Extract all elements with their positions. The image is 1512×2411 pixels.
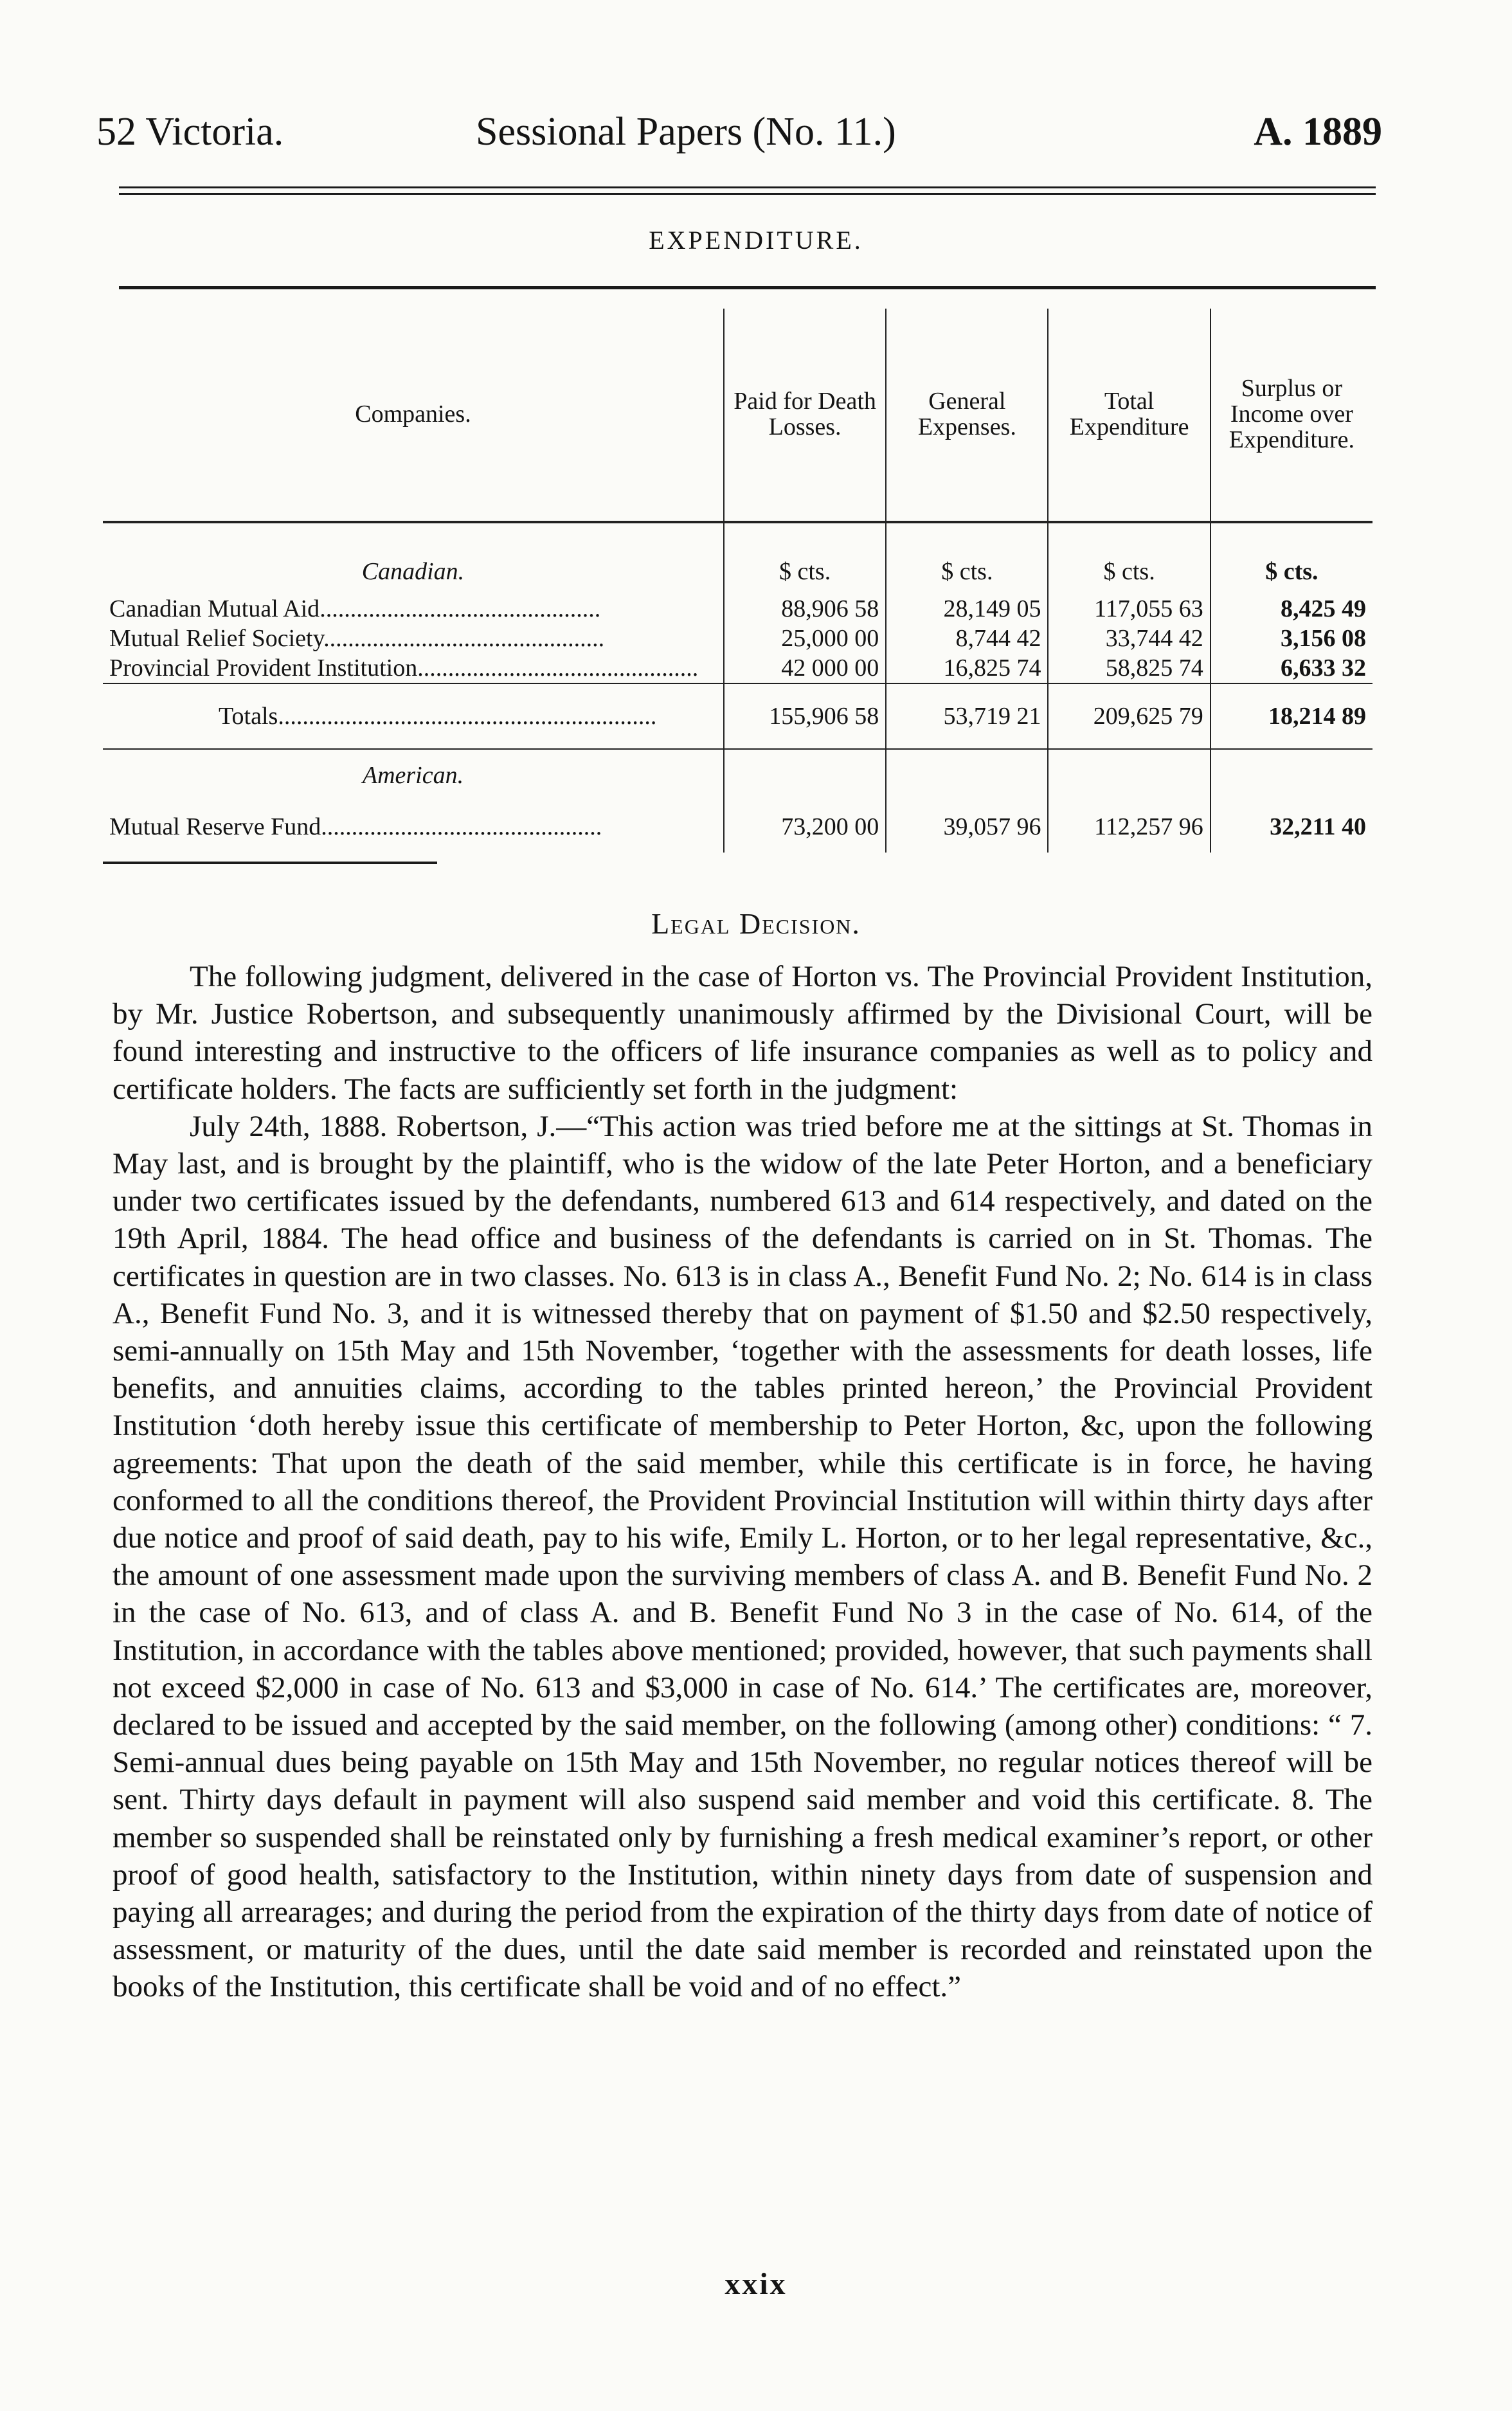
table-row: [103, 801, 1372, 853]
unit-label: $ cts.: [1048, 549, 1210, 594]
col-header-general-expenses: General Expenses.: [886, 309, 1048, 522]
col-header-companies: Companies.: [355, 401, 471, 428]
legal-decision-title: Legal Decision.: [651, 907, 861, 940]
totals-row: [103, 683, 1372, 749]
table-header-row: [103, 309, 1372, 522]
total-total-expenditure: 209,625 79: [1048, 683, 1210, 749]
expenditure-table: [103, 309, 1372, 853]
unit-label: $ cts.: [886, 549, 1048, 594]
judgment-text: [113, 958, 1372, 2006]
cell-general-expenses: 16,825 74: [886, 653, 1048, 683]
col-header-surplus: Surplus or Income over Expenditure.: [1210, 309, 1372, 522]
cell-total-expenditure: 58,825 74: [1048, 653, 1210, 683]
unit-label: $ cts.: [724, 549, 886, 594]
totals-label: Totals..............................................................: [103, 683, 724, 749]
total-surplus: 18,214 89: [1210, 683, 1372, 749]
cell-general-expenses: 39,057 96: [886, 801, 1048, 853]
total-general-expenses: 53,719 21: [886, 683, 1048, 749]
header-title: Sessional Papers (No. 11.): [476, 110, 896, 154]
company-name: Mutual Relief Society..............................................: [109, 625, 605, 652]
running-header: [96, 96, 1382, 167]
cell-surplus: 3,156 08: [1210, 624, 1372, 653]
total-death-losses: 155,906 58: [724, 683, 886, 749]
table-row: [103, 653, 1372, 683]
cell-death-losses: 42 000 00: [724, 653, 886, 683]
cell-general-expenses: 8,744 42: [886, 624, 1048, 653]
col-header-total-expenditure: Total Expenditure: [1048, 309, 1210, 522]
cell-surplus: 32,211 40: [1210, 801, 1372, 853]
cell-total-expenditure: 33,744 42: [1048, 624, 1210, 653]
header-volume: 52 Victoria.: [96, 110, 284, 154]
company-name: Canadian Mutual Aid..............................................: [109, 595, 601, 622]
paragraph: The following judgment, delivered in the case of Horton vs. The Provincial Provident Institution, by Mr. Justice Robertson, and subsequently unanimously affirmed by the Divisional Court, will be found interesting and instructive to the officers of life insurance companies as well as to policy and certificate holders. The facts are sufficiently set forth in the judgment:: [113, 960, 1372, 1106]
table-row: [103, 624, 1372, 653]
header-year: A. 1889: [1254, 110, 1382, 154]
table-rule-bottom: [103, 862, 437, 864]
cell-total-expenditure: 117,055 63: [1048, 594, 1210, 624]
page-number: xxix: [724, 2267, 788, 2301]
col-header-death-losses: Paid for Death Losses.: [724, 309, 886, 522]
table-row: [103, 594, 1372, 624]
cell-total-expenditure: 112,257 96: [1048, 801, 1210, 853]
expenditure-title: EXPENDITURE.: [649, 226, 863, 255]
section-row-american: [103, 749, 1372, 801]
table-units-row: [103, 549, 1372, 594]
table-rule-top: [119, 286, 1376, 289]
cell-general-expenses: 28,149 05: [886, 594, 1048, 624]
header-rule-bottom: [119, 193, 1376, 195]
section-label-canadian: Canadian.: [361, 558, 465, 585]
company-name: Provincial Provident Institution..............................................: [109, 655, 699, 682]
cell-death-losses: 25,000 00: [724, 624, 886, 653]
cell-death-losses: 88,906 58: [724, 594, 886, 624]
cell-death-losses: 73,200 00: [724, 801, 886, 853]
header-rule-top: [119, 186, 1376, 188]
cell-surplus: 6,633 32: [1210, 653, 1372, 683]
cell-surplus: 8,425 49: [1210, 594, 1372, 624]
section-label-american: American.: [103, 749, 724, 801]
paragraph: July 24th, 1888. Robertson, J.—“This action was tried before me at the sittings at St. Thomas in May last, and is brought by the plaintiff, who is the widow of the late Peter Horton, and a beneficiary under two certificates issued by the defendants, numbered 613 and 614 respectively, and dated on the 19th April, 1884. The head office and business of the defendants is carried on in St. Thomas. The certificates in question are in two classes. No. 613 is in class A., Benefit Fund No. 2; No. 614 is in class A., Benefit Fund No. 3, and it is witnessed thereby that on payment of $1.50 and $2.50 respectively, semi-annually on 15th May and 15th November, ‘together with the assessments for death losses, life benefits, and annuities claims, according to the tables printed hereon,’ the Provincial Provident Institution ‘doth hereby issue this certificate of membership to Peter Horton, &c, upon the following agreements: That upon the death of the said member, while this certificate is in force, he having conformed to all the conditions thereof, the Provident Provincial Institution will within thirty days after due notice and proof of said death, pay to his wife, Emily L. Horton, or to her legal representative, &c., the amount of one assessment made upon the surviving members of class A. and B. Benefit Fund No. 2 in the case of No. 613, and of class A. and B. Benefit Fund No 3 in the case of No. 614, of the Institution, in accordance with the tables above mentioned; provided, however, that such payments shall not exceed $2,000 in case of No. 613 and $3,000 in case of No. 614.’ The certificates are, moreover, declared to be issued and accepted by the said member, on the following (among other) conditions: “ 7. Semi-annual dues being payable on 15th May and 15th November, no regular notices thereof will be sent. Thirty days default in payment will also suspend said member and void this certificate. 8. The member so suspended shall be reinstated only by furnishing a fresh medical examiner’s report, or other proof of good health, satisfactory to the Institution, within ninety days from date of suspension and paying all arrearages; and during the period from the expiration of the thirty days from date of notice of assessment, or maturity of the dues, until the date said member is recorded and reinstated upon the books of the Institution, this certificate shall be void and of no effect.”: [113, 1109, 1372, 2004]
unit-label: $ cts.: [1210, 549, 1372, 594]
company-name: Mutual Reserve Fund..............................................: [109, 813, 602, 840]
table-rule-row: [103, 522, 1372, 549]
